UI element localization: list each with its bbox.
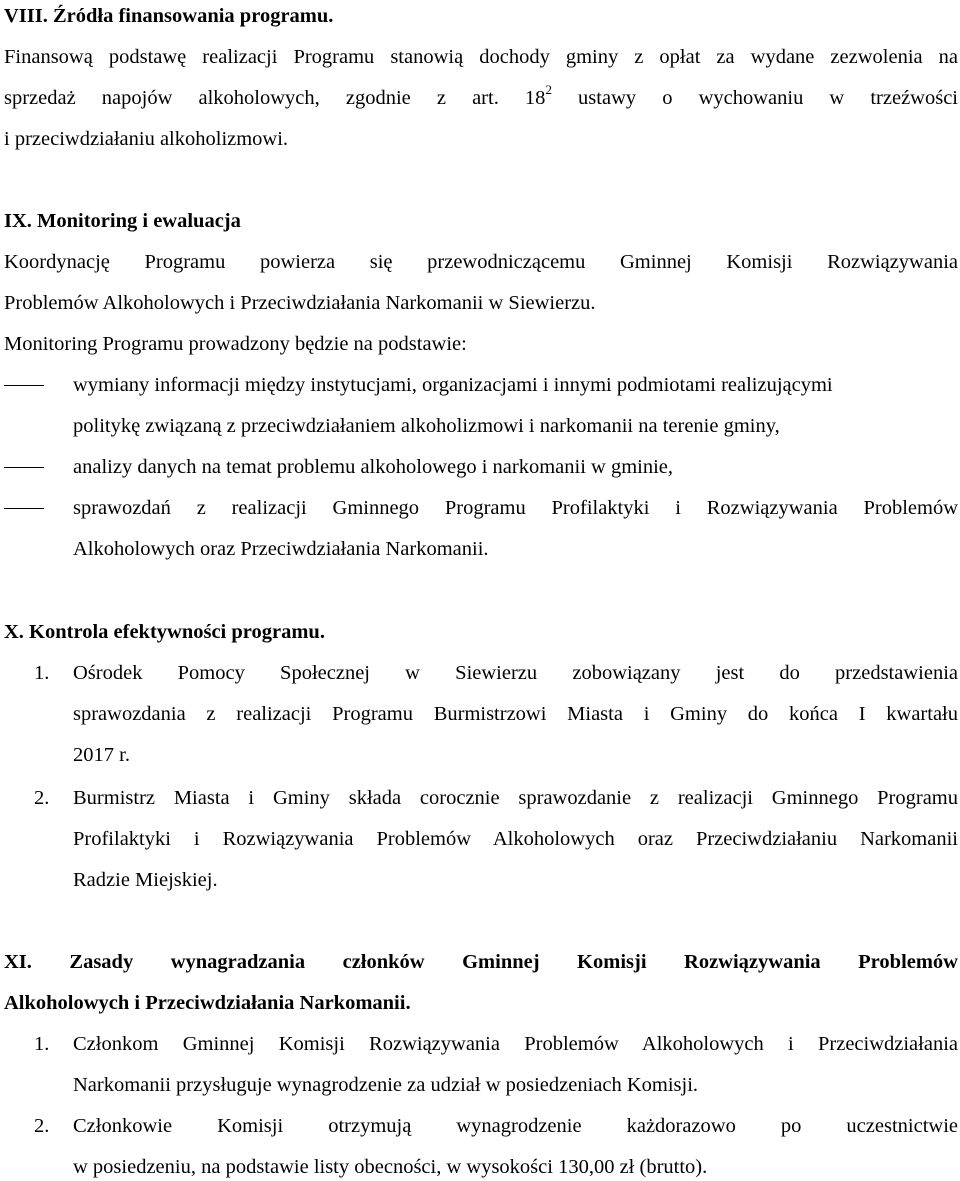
bullet-dash (4, 508, 44, 509)
list-item-text-line: w posiedzeniu, na podstawie listy obecności, w wysokości 130,00 zł (brutto). (73, 1156, 708, 1178)
list-item-number: 2. (34, 1115, 50, 1137)
list-item-text-line: Członkom Gminnej Komisji Rozwiązywania Problemów Alkoholowych i Przeciwdziałania (73, 1033, 958, 1055)
list-item-text-line: Członkowie Komisji otrzymują wynagrodzenie każdorazowo po uczestnictwie (73, 1115, 958, 1137)
section-viii-text-line (4, 82, 958, 110)
bullet-dash (4, 385, 44, 386)
list-item-text-line: Ośrodek Pomocy Społecznej w Siewierzu zobowiązany jest do przedstawienia (73, 662, 958, 684)
section-viii-text-line: Finansową podstawę realizacji Programu stanowią dochody gminy z opłat za wydane zezwolenia na (4, 46, 958, 68)
list-item-number: 2. (34, 787, 50, 809)
section-ix-text-line: Koordynację Programu powierza się przewodniczącemu Gminnej Komisji Rozwiązywania (4, 251, 958, 273)
section-xi-heading: XI. Zasady wynagradzania członków Gminnej Komisji Rozwiązywania Problemów (4, 951, 958, 973)
superscript: 2 (545, 82, 552, 98)
bullet-text-line: Alkoholowych oraz Przeciwdziałania Narkomanii. (73, 538, 489, 560)
list-item-text-line: Profilaktyki i Rozwiązywania Problemów Alkoholowych oraz Przeciwdziałaniu Narkomanii (73, 828, 958, 850)
bullet-text-line: sprawozdań z realizacji Gminnego Programu Profilaktyki i Rozwiązywania Problemów (73, 497, 958, 519)
list-item-number: 1. (34, 1033, 50, 1055)
bullet-dash (4, 467, 44, 468)
list-item-text-line: Burmistrz Miasta i Gminy składa corocznie sprawozdanie z realizacji Gminnego Programu (73, 787, 958, 809)
bullet-text-line: politykę związaną z przeciwdziałaniem alkoholizmowi i narkomanii na terenie gminy, (73, 415, 780, 437)
bullet-text-line: wymiany informacji między instytucjami, organizacjami i innymi podmiotami realizującymi (73, 374, 833, 396)
section-xi-heading: Alkoholowych i Przeciwdziałania Narkomanii. (4, 992, 411, 1014)
text-fragment: sprzedaż napojów alkoholowych, zgodnie z art. 18 (4, 87, 546, 109)
list-item-text-line: 2017 r. (73, 744, 130, 766)
text-fragment: ustawy o wychowaniu w trzeźwości (551, 87, 958, 109)
list-item-text-line: Narkomanii przysługuje wynagrodzenie za udział w posiedzeniach Komisji. (73, 1074, 699, 1096)
section-viii-heading: VIII. Źródła finansowania programu. (4, 5, 334, 27)
section-x-heading: X. Kontrola efektywności programu. (4, 621, 325, 643)
section-viii-text-line: i przeciwdziałaniu alkoholizmowi. (4, 128, 289, 150)
section-ix-heading: IX. Monitoring i ewaluacja (4, 210, 241, 232)
list-item-text-line: sprawozdania z realizacji Programu Burmistrzowi Miasta i Gminy do końca I kwartału (73, 703, 958, 725)
section-ix-text-line: Monitoring Programu prowadzony będzie na podstawie: (4, 333, 467, 355)
section-ix-text-line: Problemów Alkoholowych i Przeciwdziałania Narkomanii w Siewierzu. (4, 292, 596, 314)
list-item-text-line: Radzie Miejskiej. (73, 869, 218, 891)
list-item-number: 1. (34, 662, 50, 684)
bullet-text-line: analizy danych na temat problemu alkoholowego i narkomanii w gminie, (73, 456, 674, 478)
